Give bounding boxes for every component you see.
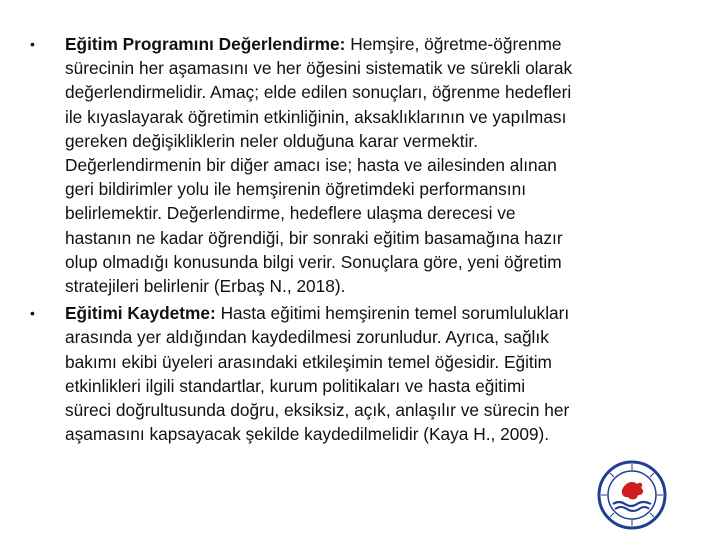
bullet-heading: Eğitim Programını Değerlendirme: — [65, 34, 346, 54]
slide-content — [30, 32, 575, 446]
bullet-heading: Eğitimi Kaydetme: — [65, 303, 216, 324]
seal-graphic — [597, 460, 667, 530]
bullet-marker: • — [30, 36, 35, 52]
bullet-text: Hemşire, öğretme-öğrenme sürecinin her aşamasını ve her öğesini sistematik ve sürekli olarak değerlendirmelidir. Amaç; elde edilen sonuçları, öğrenme hedefleri ile kıyaslayarak öğretimin etkinliğinin, aksaklıklarının ve yapılması gereken değişikliklerin neler olduğuna karar vermektir. Değerlendirmenin bir diğer amacı ise; hasta ve ailesinden alınan geri bildirimler yolu ile hemşirenin öğretimdeki performansını belirlemektir. Değerlendirme, hedeflere ulaşma derecesi ve hastanın ne kadar öğrendiği, bir sonraki eğitim basamağına hazır olup olmadığı konusunda bilgi verir. Sonuçlara göre, yeni öğretim stratejileri belirlenir (Erbaş N., 2018). — [65, 34, 573, 297]
bullet-item — [30, 301, 575, 446]
bullet-item — [30, 32, 575, 298]
bullet-marker: • — [30, 305, 35, 322]
university-seal-icon — [597, 460, 667, 530]
bullet-text: Hasta eğitimi hemşirenin temel sorumlulukları arasında yer aldığından kaydedilmesi zorunludur. Ayrıca, sağlık bakımı ekibi üyeleri arasındaki etkileşimin temel öğesidir. Eğitim etkinlikleri ilgili standartlar, kurum politikaları ve hasta eğitimi süreci doğrultusunda doğru, eksiksiz, açık, anlaşılır ve sürecin her aşamasını kapsayacak şekilde kaydedilmelidir (Kaya H., 2009). — [65, 303, 570, 445]
